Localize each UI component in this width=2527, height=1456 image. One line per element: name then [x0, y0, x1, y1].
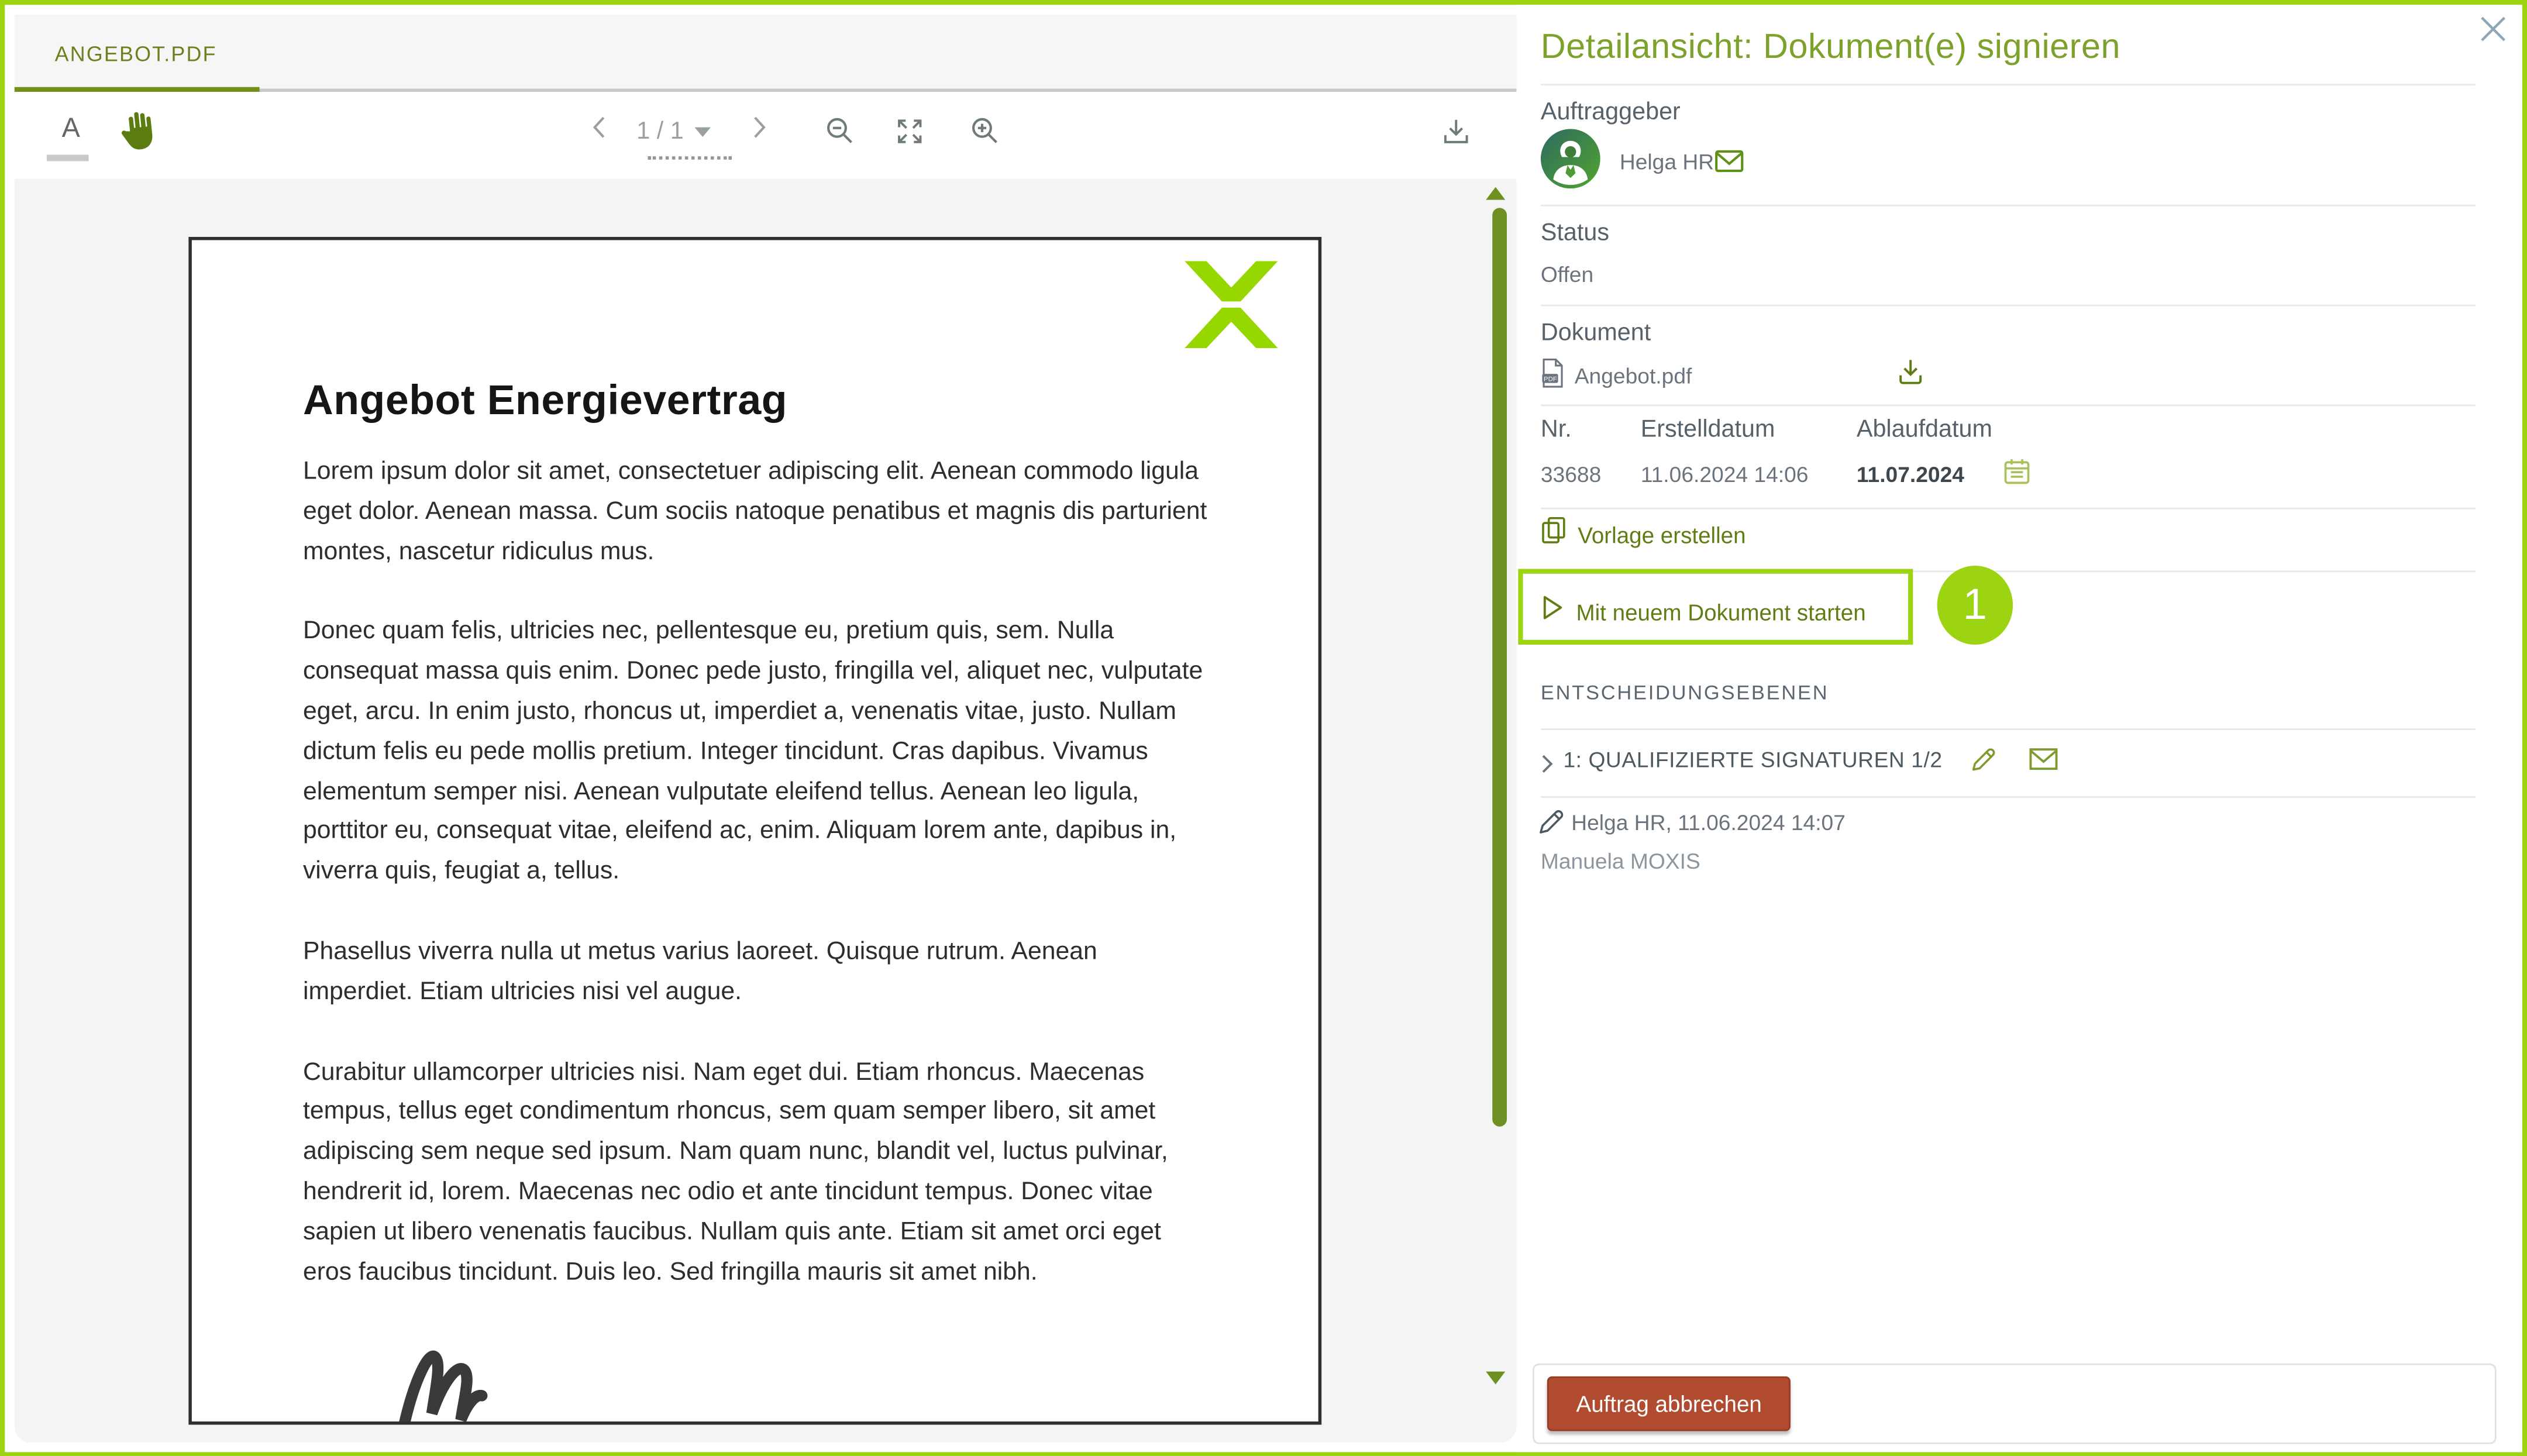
detail-panel-title: Detailansicht: Dokument(e) signieren	[1540, 27, 2120, 66]
viewer-toolbar	[15, 92, 1517, 179]
col-erstelldatum: Erstelldatum	[1640, 415, 1775, 443]
detail-panel	[1517, 5, 2522, 1452]
fit-to-screen-icon[interactable]	[896, 118, 924, 153]
signature-scribble	[398, 1346, 518, 1425]
signature-pen-icon	[1537, 806, 1567, 843]
value-erstelldatum: 11.06.2024 14:06	[1640, 462, 1809, 487]
document-heading: Angebot Energievertrag	[302, 375, 788, 424]
pan-hand-icon[interactable]	[113, 108, 159, 163]
previous-page-icon[interactable]	[591, 116, 606, 146]
scrollbar-up-arrow[interactable]	[1486, 187, 1505, 200]
chevron-right-icon[interactable]	[1541, 753, 1554, 782]
divider	[1541, 205, 2476, 206]
next-page-icon[interactable]	[753, 116, 767, 146]
level-1-label[interactable]: 1: QUALIFIZIERTE SIGNATUREN 1/2	[1563, 748, 1943, 772]
col-ablaufdatum: Ablaufdatum	[1856, 415, 1992, 443]
document-paragraph: Lorem ipsum dolor sit amet, consectetuer adipiscing elit. Aenean commodo ligula eget dolor. Aenean massa. Cum sociis natoque penatibus et magnis dis parturient montes, nascetur ridiculus mus.	[302, 457, 1207, 565]
annotation-step-badge: 1	[1937, 566, 2013, 645]
divider	[1541, 405, 2476, 407]
divider	[1541, 728, 2476, 730]
document-canvas	[15, 179, 1517, 1443]
text-select-underline	[47, 154, 89, 161]
document-paragraph: Phasellus viverra nulla ut metus varius laoreet. Quisque rutrum. Aenean imperdiet. Etiam ultricies nisi vel augue.	[302, 938, 1097, 1006]
value-nr: 33688	[1540, 462, 1602, 487]
start-new-document-label: Mit neuem Dokument starten	[1576, 598, 1866, 625]
value-ablaufdatum: 11.07.2024	[1856, 462, 1964, 487]
calendar-icon[interactable]	[2003, 457, 2031, 493]
pdf-page	[188, 237, 1321, 1425]
scrollbar-down-arrow[interactable]	[1486, 1372, 1505, 1385]
level-1-signer: Helga HR, 11.06.2024 14:07	[1571, 810, 1846, 835]
level-1-proxy: Manuela MOXIS	[1540, 849, 1700, 874]
document-viewer	[15, 15, 1517, 1443]
play-icon	[1541, 595, 1564, 629]
cancel-order-button[interactable]: Auftrag abbrechen	[1547, 1376, 1791, 1431]
create-template-label: Vorlage erstellen	[1578, 521, 1746, 548]
annotation-highlight-box	[1518, 569, 1913, 645]
tab-angebot-pdf[interactable]: ANGEBOT.PDF	[54, 42, 217, 66]
avatar	[1541, 129, 1600, 188]
divider	[1541, 84, 2476, 85]
pdf-file-icon	[1541, 358, 1565, 397]
status-value: Offen	[1540, 263, 1594, 287]
dokument-label: Dokument	[1540, 319, 1651, 347]
close-icon[interactable]	[2476, 11, 2511, 54]
auftraggeber-label: Auftraggeber	[1540, 98, 1681, 126]
document-tab-bar	[15, 15, 1517, 92]
create-template-button[interactable]	[1541, 516, 1746, 553]
document-paragraph: Donec quam felis, ultricies nec, pellentesque eu, pretium quis, sem. Nulla consequat massa quis enim. Donec pede justo, fringilla vel, aliquet nec, vulputate eget, arcu. In enim justo, rhoncus ut, imperdiet a, venenatis vitae, justo. Nullam dictum felis eu pede mollis pretium. Integer tincidunt. Cras dapibus. Vivamus elementum semper nisi. Aenean vulputate eleifend tellus. Aenean leo ligula, porttitor eu, consequat vitae, eleifend ac, enim. Aliquam lorem ante, dapibus in, viverra quis, feugiat a, tellus.	[302, 618, 1203, 886]
resend-mail-icon[interactable]	[2029, 748, 2058, 778]
page-select-caret-icon[interactable]	[695, 126, 711, 136]
download-document-icon[interactable]	[1441, 116, 1471, 154]
auftraggeber-name: Helga HR	[1619, 150, 1714, 174]
document-paragraph: Curabitur ullamcorper ultricies nisi. Nam eget dui. Etiam rhoncus. Maecenas tempus, tellus eget condimentum rhoncus, sem quam semper libero, sit amet adipiscing sem neque sed ipsum. Nam quam nunc, blandit vel, luctus pulvinar, hendrerit id, lorem. Maecenas nec odio et ante tincidunt tempus. Donec vitae sapien ut libero venenatis faucibus. Nullam quis ante. Etiam sit amet orci eget eros faucibus tincidunt. Duis leo. Sed fringilla mauris sit amet nibh.	[302, 1058, 1168, 1286]
divider	[1541, 796, 2476, 798]
dokument-filename[interactable]: Angebot.pdf	[1574, 364, 1692, 388]
levels-heading: ENTSCHEIDUNGSEBENEN	[1540, 681, 1829, 704]
mail-icon[interactable]	[1714, 150, 1744, 180]
status-label: Status	[1540, 219, 1610, 247]
copy-icon	[1541, 516, 1567, 553]
page-navigation	[591, 116, 767, 146]
zoom-in-icon[interactable]	[970, 116, 1000, 153]
document-body-text	[303, 453, 1209, 1333]
divider	[1541, 508, 2476, 510]
text-select-tool-icon[interactable]: A	[61, 112, 80, 144]
page-input-dotted-underline[interactable]	[648, 156, 732, 160]
detail-footer	[1533, 1364, 2497, 1444]
pdf-badge-label: PDF	[1544, 376, 1557, 383]
edit-pencil-icon[interactable]	[1970, 745, 1999, 782]
zoom-out-icon[interactable]	[825, 116, 855, 153]
page-indicator[interactable]: 1 / 1	[636, 118, 684, 145]
scrollbar-thumb[interactable]	[1492, 208, 1507, 1126]
divider	[1541, 305, 2476, 307]
start-new-document-button[interactable]	[1541, 595, 1866, 629]
col-nr: Nr.	[1540, 415, 1572, 443]
download-file-icon[interactable]	[1895, 356, 1926, 395]
moxis-logo-icon	[1180, 261, 1283, 356]
